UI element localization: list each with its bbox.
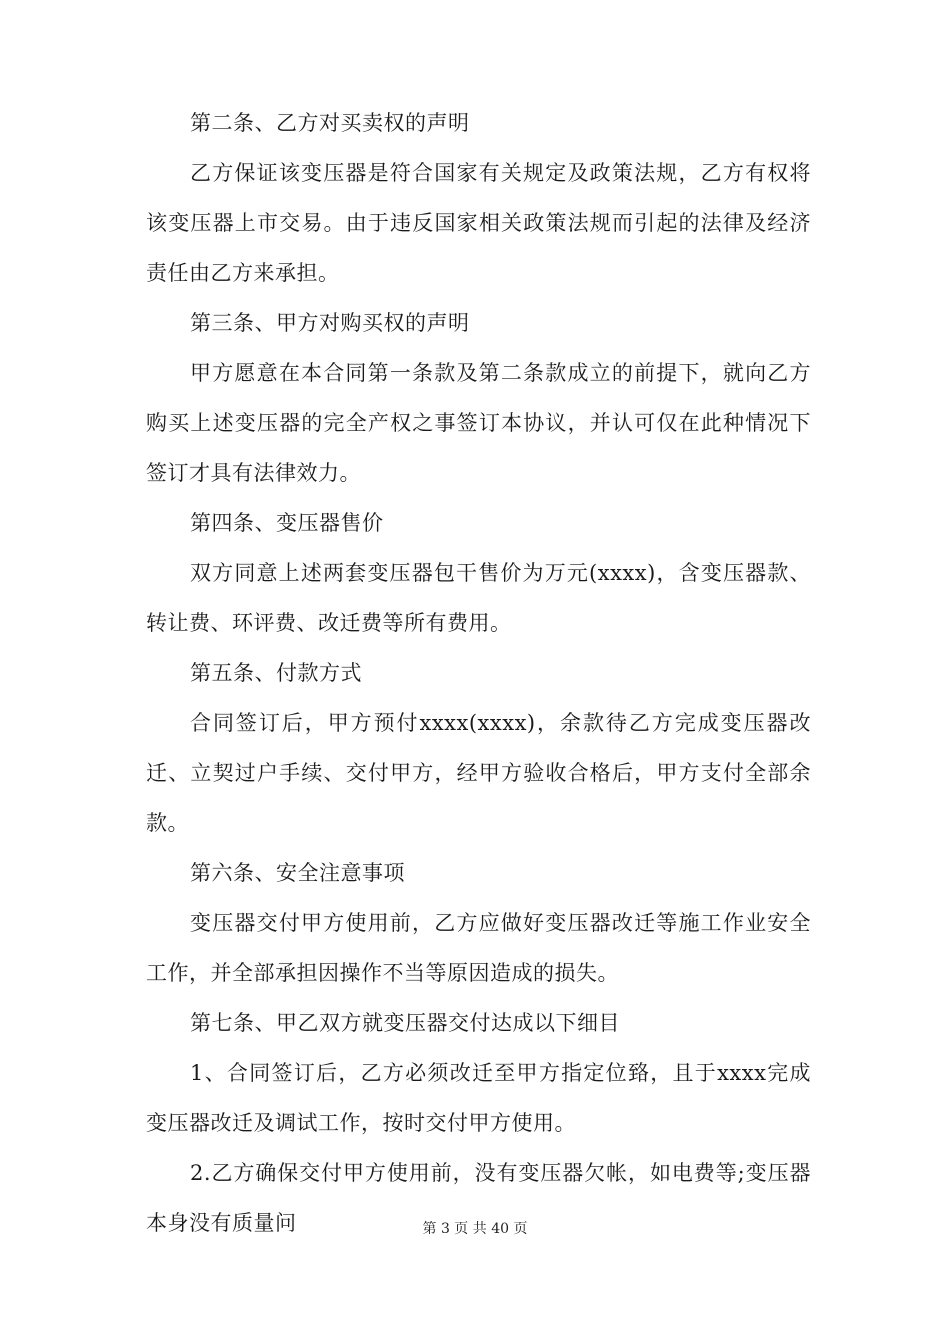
article-3-heading: 第三条、甲方对购买权的声明 <box>190 311 470 335</box>
article-2-body: 乙方保证该变压器是符合国家有关规定及政策法规，乙方有权将该变压器上市交易。由于违反国家相关政策法规而引起的法律及经济责任由乙方来承担。 <box>146 161 811 285</box>
document-body <box>146 98 811 1248</box>
article-4-heading: 第四条、变压器售价 <box>190 511 384 535</box>
article-6-body: 变压器交付甲方使用前，乙方应做好变压器改迁等施工作业安全工作，并全部承担因操作不当等原因造成的损失。 <box>146 911 811 985</box>
article-5-body: 合同签订后，甲方预付xxxx(xxxx)，余款待乙方完成变压器改迁、立契过户手续、交付甲方，经甲方验收合格后，甲方支付全部余款。 <box>146 711 811 835</box>
article-3-body: 甲方愿意在本合同第一条款及第二条款成立的前提下，就向乙方购买上述变压器的完全产权之事签订本协议，并认可仅在此种情况下签订才具有法律效力。 <box>146 361 811 485</box>
article-5-heading: 第五条、付款方式 <box>190 661 362 685</box>
article-2-heading: 第二条、乙方对买卖权的声明 <box>190 111 470 135</box>
article-7-item-2: 2.乙方确保交付甲方使用前，没有变压器欠帐，如电费等;变压器本身没有质量问 <box>146 1161 811 1235</box>
article-7-heading: 第七条、甲乙双方就变压器交付达成以下细目 <box>190 1011 620 1035</box>
article-6-heading: 第六条、安全注意事项 <box>190 861 405 885</box>
article-4-body: 双方同意上述两套变压器包干售价为万元(xxxx)，含变压器款、转让费、环评费、改迁费等所有费用。 <box>146 561 811 635</box>
article-7-item-1: 1、合同签订后，乙方必须改迁至甲方指定位臵，且于xxxx完成变压器改迁及调试工作，按时交付甲方使用。 <box>146 1061 811 1135</box>
page-number-footer: 第 3 页 共 40 页 <box>422 1221 528 1237</box>
